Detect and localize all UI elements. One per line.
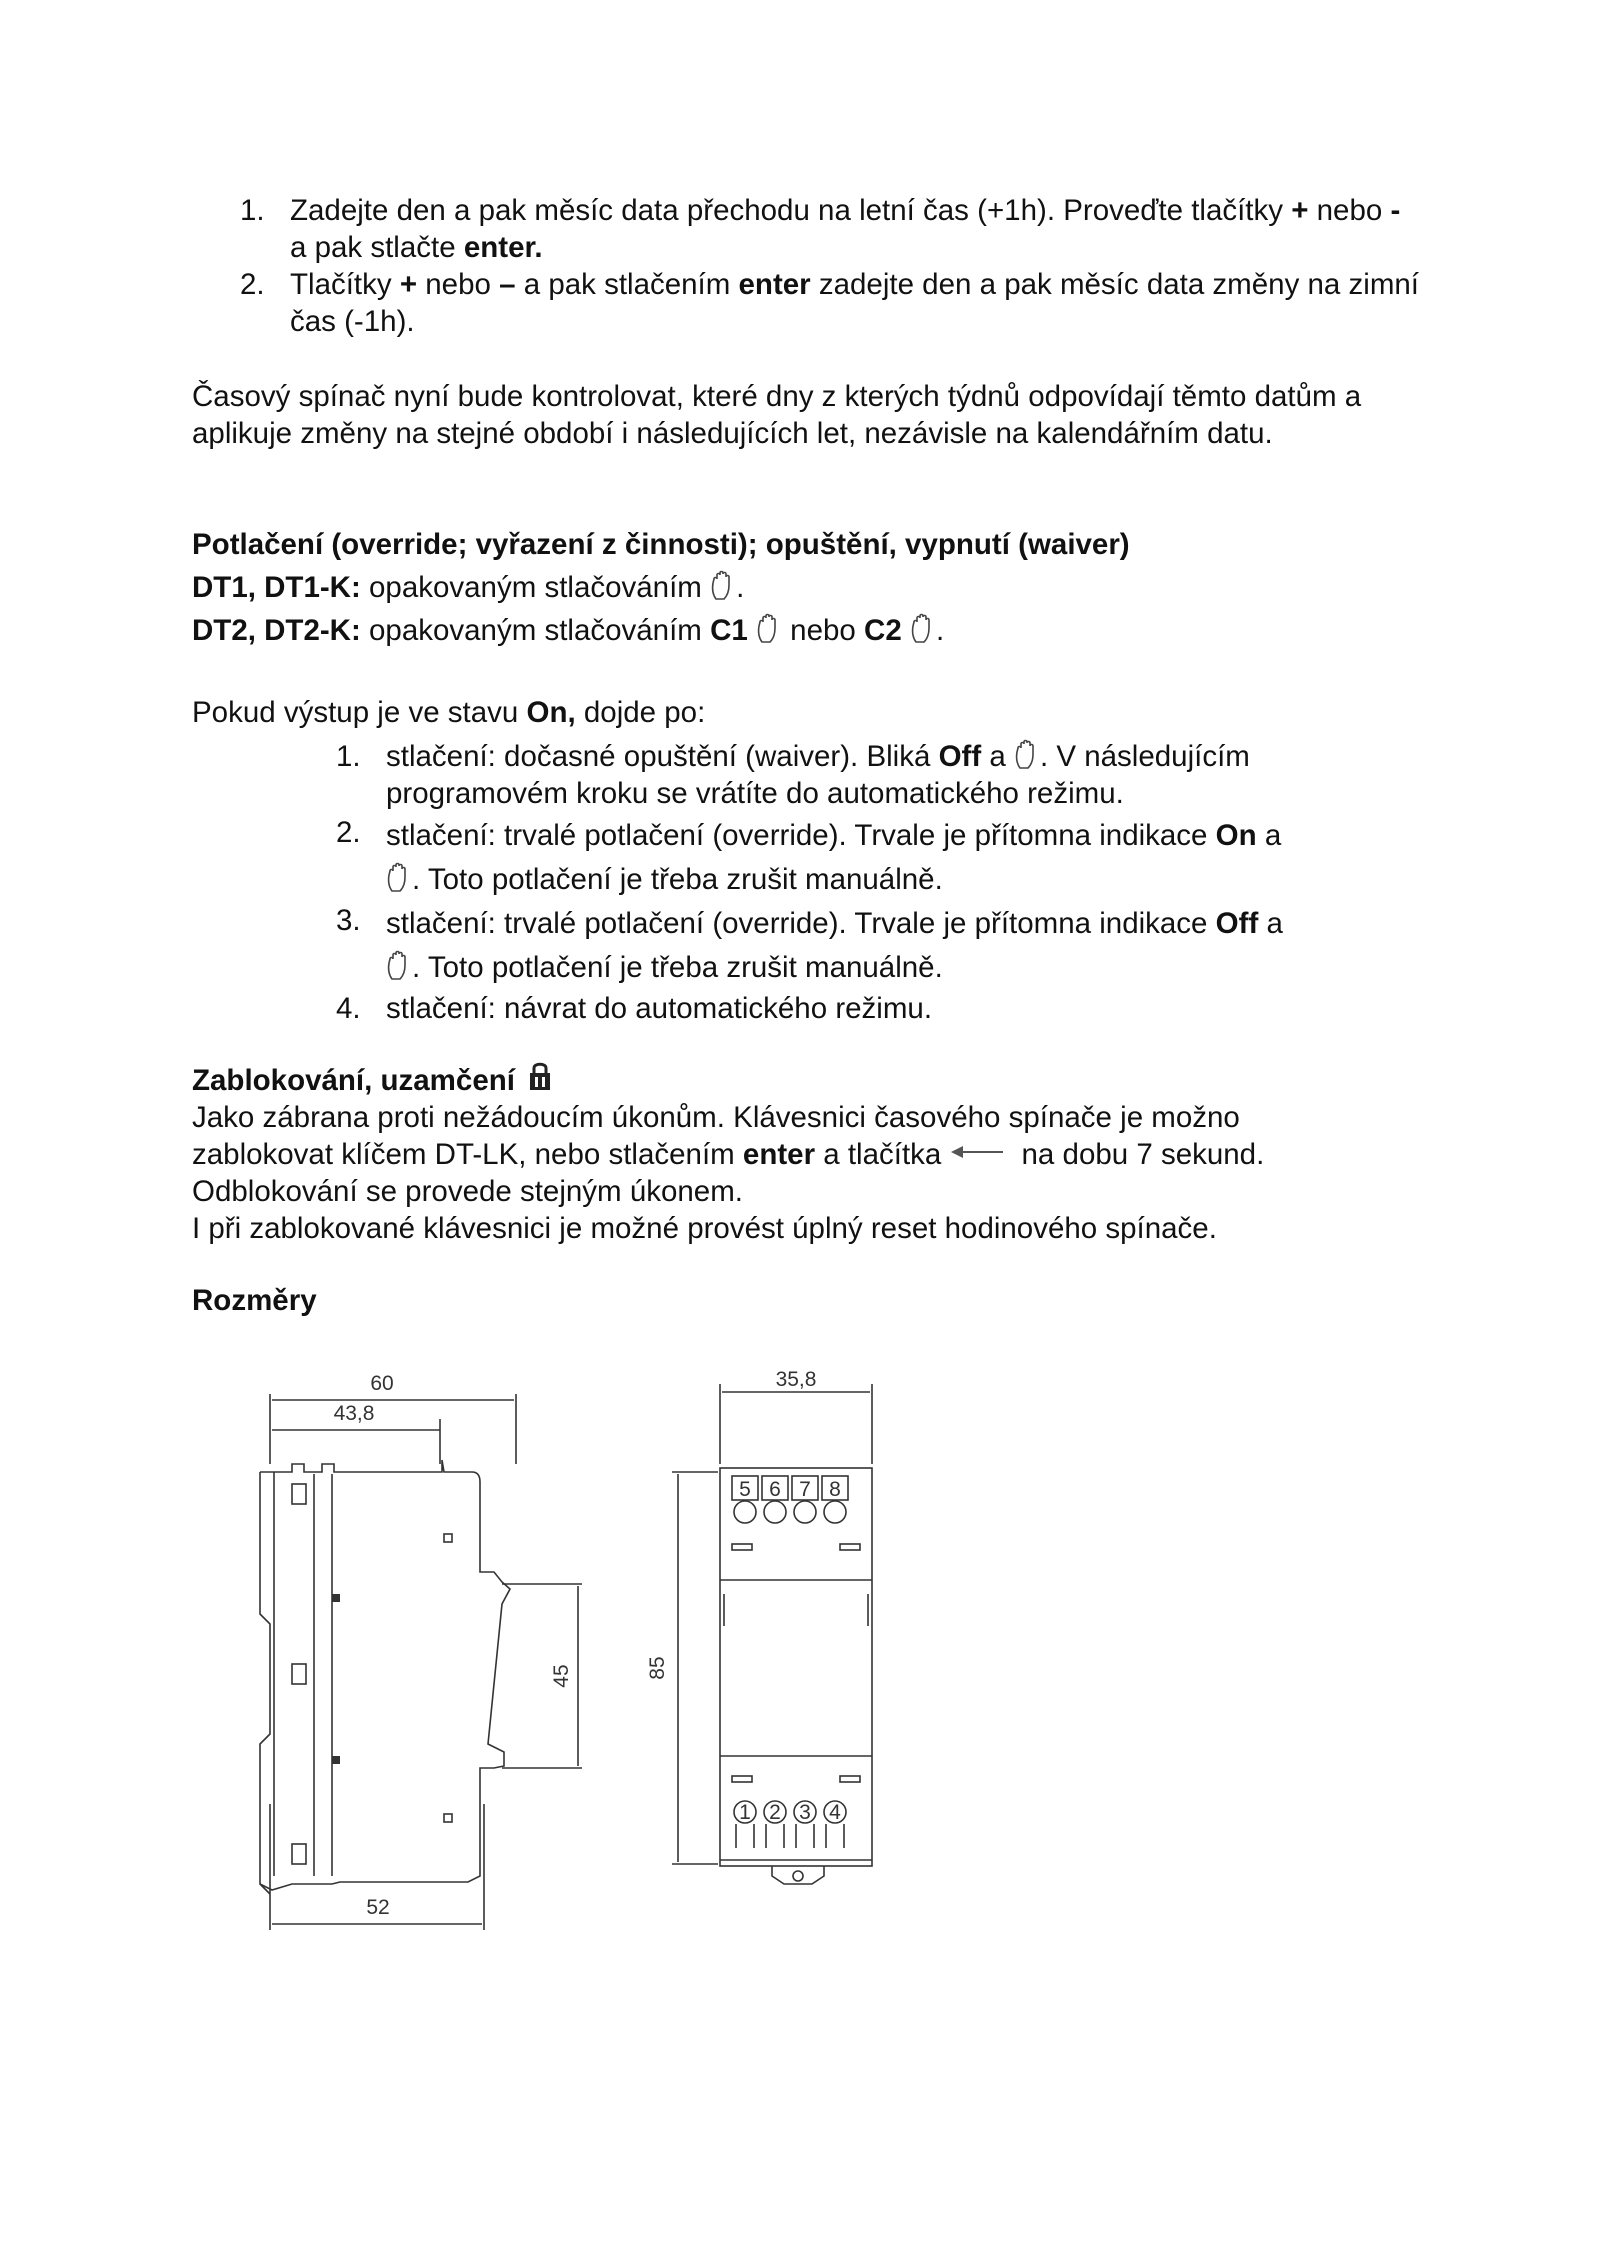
- paragraph-1: Časový spínač nyní bude kontrolovat, které dny z kterých týdnů odpovídají těmto datům a aplikuje změny na stejné období i následujících let, nezávisle na kalendářním datu.: [192, 380, 1362, 450]
- dim-label-35-8: 35,8: [775, 1368, 817, 1391]
- dim-label-85: 85: [646, 1656, 669, 1680]
- terminal-label: 2: [769, 1801, 781, 1824]
- hand-icon: [756, 612, 782, 644]
- override-section: [192, 526, 1442, 649]
- list-number: 1.: [240, 194, 265, 227]
- terminal-label: 4: [829, 1801, 841, 1824]
- left-arrow-icon: [949, 1142, 1005, 1162]
- hand-icon: [710, 569, 736, 601]
- output-state-section: [192, 694, 1442, 731]
- terminal-label: 6: [769, 1478, 781, 1501]
- terminal-label: 7: [799, 1478, 811, 1501]
- output-state-list: [336, 738, 1406, 1027]
- dim-label-45: 45: [550, 1664, 573, 1688]
- list-item: 1. Zadejte den a pak měsíc data přechodu na letní čas (+1h). Proveďte tlačítky + nebo - a pak stlačte enter.: [240, 194, 1401, 264]
- lock-section: Zablokování, uzamčení Jako zábrana proti nežádoucím úkonům. Klávesnici časového spínače je možno zablokovat klíčem DT-LK, nebo stlačením enter a tlačítka na dobu 7 sekund. Odblokování se provede stejným úkonem. I při zablokované klávesnici je možné provést úplný reset hodinového spínače.: [192, 1060, 1442, 1247]
- dim-label-43-8: 43,8: [333, 1402, 375, 1425]
- list-item: 2. Tlačítky + nebo – a pak stlačením enter zadejte den a pak měsíc data změny na zimní čas (-1h).: [240, 268, 1420, 338]
- terminal-label: 5: [739, 1478, 751, 1501]
- dim-label-60: 60: [370, 1372, 394, 1395]
- hand-icon: [386, 861, 412, 893]
- hand-icon: [910, 612, 936, 644]
- hand-icon: [386, 949, 412, 981]
- list-item: 3. stlačení: trvalé potlačení (override). Trvale je přítomna indikace Off a . Toto potlačení je třeba zrušit manuálně.: [336, 904, 1283, 984]
- output-intro: Pokud výstup je ve stavu On, dojde po:: [192, 696, 706, 729]
- dst-steps-list: [240, 192, 1420, 340]
- dimensions-section: [192, 1282, 1442, 1319]
- list-item: 2. stlačení: trvalé potlačení (override). Trvale je přítomna indikace On a . Toto potlačení je třeba zrušit manuálně.: [336, 816, 1282, 896]
- dim-label-52: 52: [366, 1896, 390, 1919]
- terminal-label: 8: [829, 1478, 841, 1501]
- dt1-line: DT1, DT1-K: opakovaným stlačováním .: [192, 571, 745, 604]
- hand-icon: [1014, 738, 1040, 770]
- dimension-svg: [232, 1364, 912, 1944]
- dimensions-heading: Rozměry: [192, 1284, 317, 1317]
- terminal-label: 1: [739, 1801, 751, 1824]
- lock-icon: [527, 1060, 553, 1092]
- list-item: 1. stlačení: dočasné opuštění (waiver). Bliká Off a . V následujícím programovém kroku se vrátíte do automatického režimu.: [336, 740, 1250, 810]
- dt2-line: DT2, DT2-K: opakovaným stlačováním C1 nebo C2 .: [192, 614, 945, 647]
- terminal-label: 3: [799, 1801, 811, 1824]
- list-item: 4. stlačení: návrat do automatického režimu.: [336, 992, 933, 1025]
- dimension-drawing: [232, 1364, 912, 1944]
- lock-heading: Zablokování, uzamčení: [192, 1064, 515, 1097]
- override-heading: Potlačení (override; vyřazení z činnosti); opuštění, vypnutí (waiver): [192, 528, 1130, 561]
- list-number: 2.: [240, 268, 265, 301]
